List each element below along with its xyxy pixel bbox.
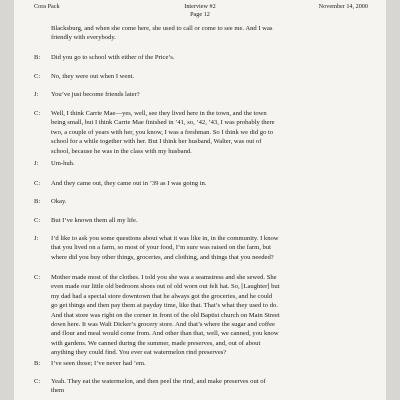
speaker-label: B:: [34, 360, 41, 367]
text-line: friendly with everybody.: [51, 34, 116, 42]
paragraph-text: [51, 359, 369, 368]
text-line: Um-huh.: [51, 160, 75, 167]
paragraph-text: [51, 216, 369, 225]
text-line: school for a while together with her. But I think her husband, Walter, was out of: [51, 138, 262, 146]
speaker-label: C:: [34, 180, 41, 187]
speaker-label: C:: [34, 217, 41, 224]
speaker-label: C:: [34, 110, 41, 117]
paragraph-text: [51, 159, 369, 168]
text-line: even made our little old bedroom shoes out of old worn out felt hat. So, [Laughter] but: [51, 283, 280, 291]
speaker-label: C:: [34, 73, 41, 80]
speaker-label: C:: [34, 274, 41, 281]
text-line: where did you buy other things, groceries, and clothing, and things that you needed?: [51, 253, 274, 261]
paragraph-text: [51, 53, 369, 62]
speaker-label: J:: [34, 91, 39, 98]
text-line: Blacksburg, and when she come here, she used to call or come to see me. And I was: [51, 25, 273, 32]
speaker-label: J:: [34, 160, 39, 167]
text-line: down here. It was Walt Dicker’s grocery store. And that’s where the sugar and coffee: [51, 321, 275, 329]
header-name: Cora Pack: [34, 3, 60, 10]
speaker-label: B:: [34, 54, 41, 61]
text-line: anything they could find. You ever eat watermelon rind preserves?: [51, 349, 227, 357]
speaker-label: B:: [34, 198, 41, 205]
header-page-number: Page 12: [190, 10, 210, 18]
paragraph-text: [51, 90, 369, 99]
header-interview: Interview #2: [184, 3, 216, 10]
text-line: them: [51, 387, 65, 395]
speaker-label: C:: [34, 378, 41, 385]
paragraph-text: [51, 24, 369, 43]
paragraph-text: [51, 197, 369, 206]
text-line: being small, but I think Carrie Mae finished in ’41, so, ’42, ’43, I was probably there: [51, 119, 275, 127]
paragraph-text: [51, 377, 369, 396]
paragraph-text: [51, 234, 369, 262]
text-line: I’ve seen those; I’ve never had ’em.: [51, 360, 146, 367]
text-line: You’ve just become friends later?: [51, 91, 140, 98]
text-line: go get things and then pay them at payday time, like that. That’s what they used to do.: [51, 302, 278, 310]
paragraph-text: [51, 72, 369, 81]
document-page: [14, 0, 386, 400]
text-line: But I’ve known them all my life.: [51, 217, 138, 224]
text-line: and flour and meal would come from. And other than that, well, we canned, you know: [51, 330, 279, 338]
text-line: that you lived on a farm, so most of your food, I’m sure was raised on the farm, but: [51, 244, 271, 252]
paragraph-text: [51, 273, 369, 358]
text-line: my dad had a special store downtown that he always got the groceries, and he could: [51, 292, 273, 300]
paragraph-text: [51, 109, 369, 156]
text-line: No, they were out when I went.: [51, 73, 135, 80]
text-line: with gardens. We canned during the summer, made preserves, and, out of about: [51, 339, 261, 347]
text-line: I’d like to ask you some questions about what it was like in, in the community. I know: [51, 235, 279, 242]
text-line: And that store was right on the corner in front of the old Baptist church on Main Street: [51, 311, 280, 319]
speaker-label: J:: [34, 235, 39, 242]
text-line: school, because he was in the class with my husband.: [51, 147, 192, 155]
text-line: Well, I think Carrie Mae—yes, well, see they lived here in the town, and the town: [51, 110, 267, 117]
text-line: Did you go to school with either of the Price’s.: [51, 54, 175, 61]
text-line: Okay.: [51, 198, 67, 205]
paragraph-text: [51, 179, 369, 188]
text-line: And they came out, they came out in ’39 as I was going in.: [51, 180, 207, 187]
text-line: two, a couple of years with her, you know, I was a freshman. So I think we did go to: [51, 128, 274, 136]
text-line: Mother made most of the clothes. I told you she was a seamstress and she sewed. She: [51, 274, 277, 281]
header-date: November 14, 2000: [318, 3, 368, 10]
text-line: Yeah. They eat the watermelon, and then peel the rind, and make preserves out of: [51, 378, 266, 385]
